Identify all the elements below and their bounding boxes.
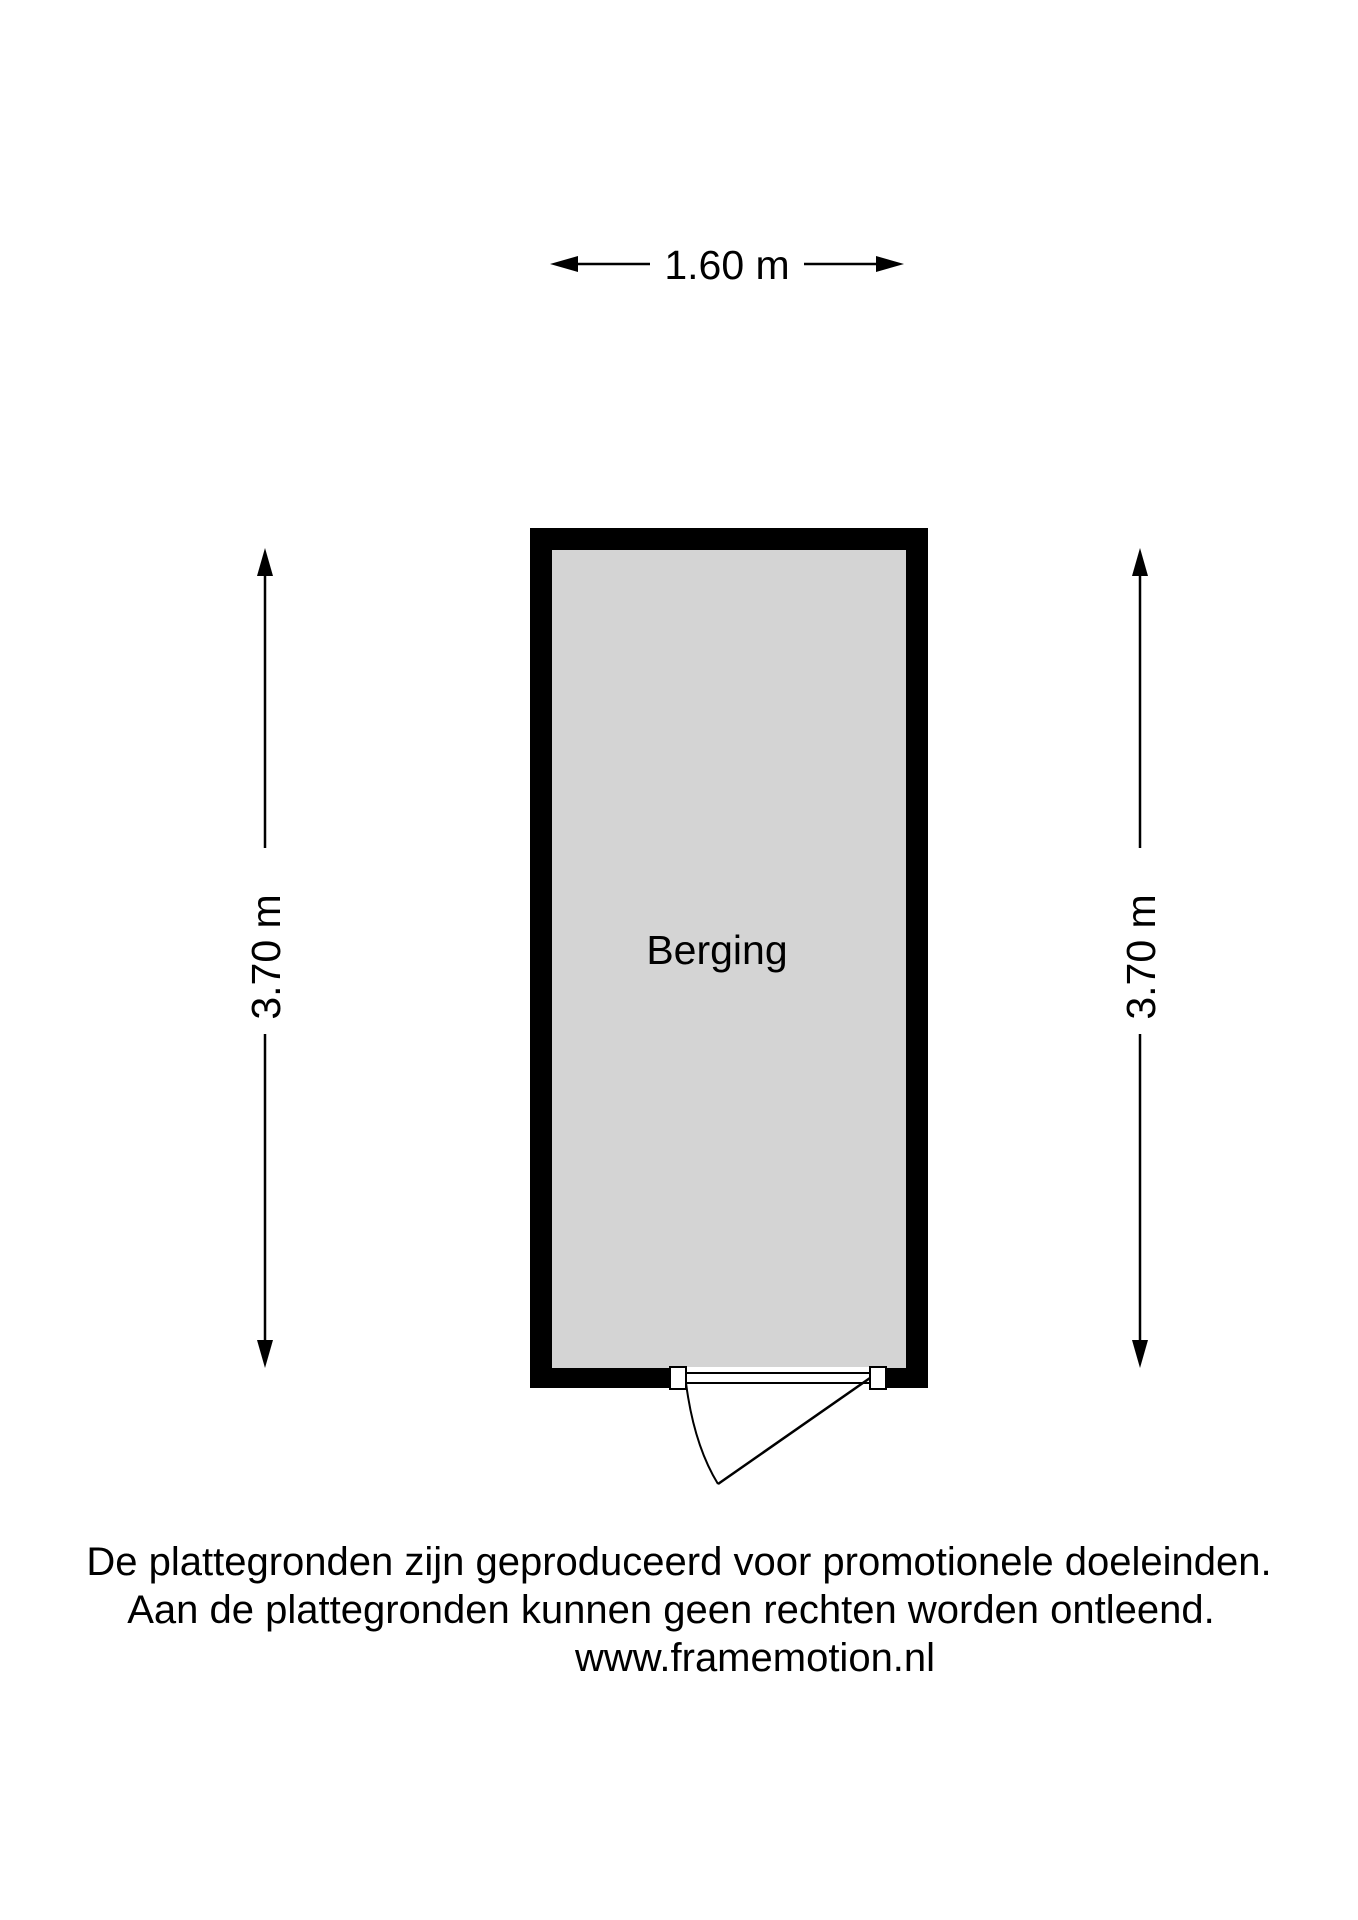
website-link[interactable]: www.framemotion.nl <box>574 1636 936 1680</box>
height-dimension-right-label: 3.70 m <box>1118 894 1164 1020</box>
room-berging <box>530 528 928 1484</box>
disclaimer-line: De plattegronden zijn geproduceerd voor promotionele doeleinden. <box>86 1540 1272 1584</box>
height-dimension-right <box>1118 548 1164 1368</box>
arrow-up-icon <box>257 548 273 576</box>
door-swing-arc <box>686 1383 718 1484</box>
width-dimension-label: 1.60 m <box>664 242 790 288</box>
arrow-right-icon <box>876 256 904 272</box>
arrow-up-icon <box>1132 548 1148 576</box>
door-jamb-right <box>870 1367 886 1389</box>
arrow-down-icon <box>257 1340 273 1368</box>
door-leaf <box>718 1378 870 1484</box>
arrow-left-icon <box>550 256 578 272</box>
room-label: Berging <box>646 927 788 973</box>
width-dimension <box>550 242 904 288</box>
disclaimer-line: Aan de plattegronden kunnen geen rechten worden ontleend. <box>127 1588 1215 1632</box>
arrow-down-icon <box>1132 1340 1148 1368</box>
door-jamb-left <box>670 1367 686 1389</box>
height-dimension-left-label: 3.70 m <box>243 894 289 1020</box>
height-dimension-left <box>243 548 289 1368</box>
door-opening <box>670 1367 886 1389</box>
